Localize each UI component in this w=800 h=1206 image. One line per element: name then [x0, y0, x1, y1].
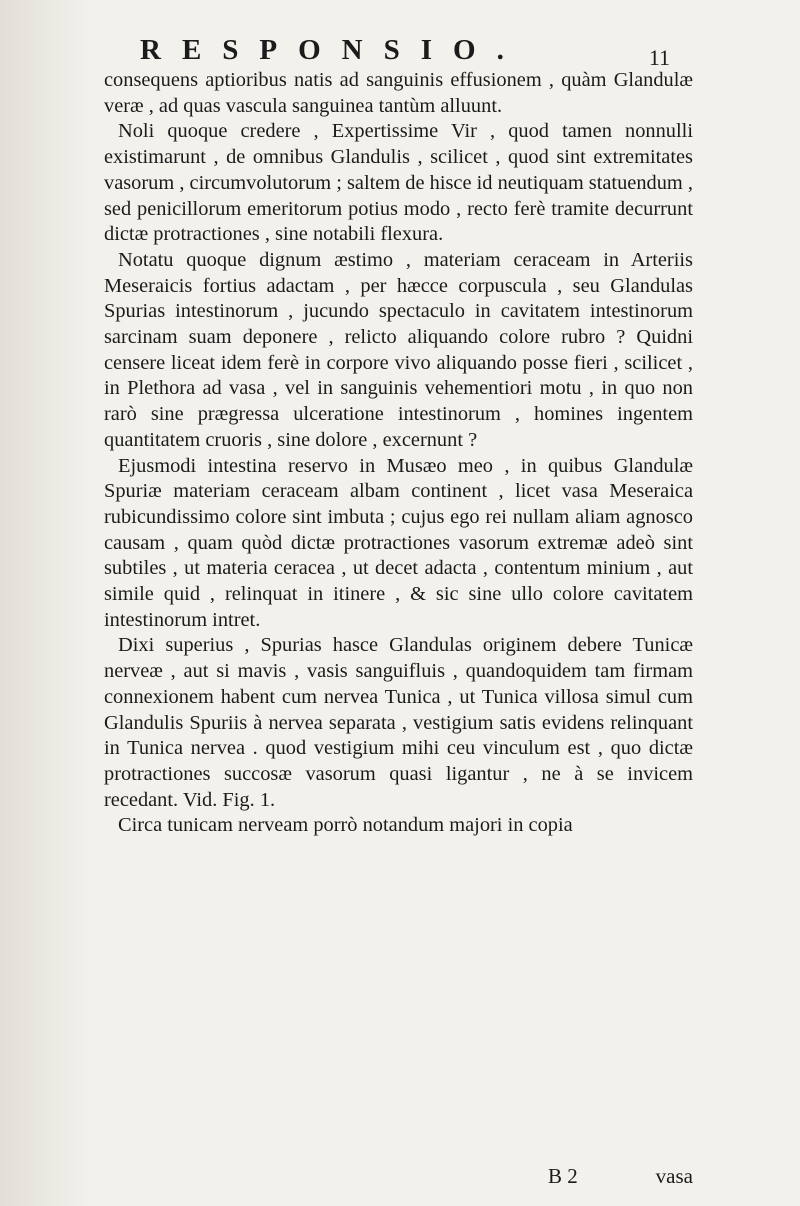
paragraph: Notatu quoque dignum æstimo , materiam ceraceam in Arteriis Meseraicis fortius adactam , per hæcce corpuscula , seu Glandulas Spurias intestinorum , jucundo spectaculo in cavitatem intestinorum sarcinam suam deponere , relicto aliquando colore rubro ? Quidni censere liceat idem ferè in corpore vivo aliquando posse fieri , scilicet , in Plethora ad vasa , vel in sanguinis vehementiori motu , in quo non rarò sine prægressa ulceratione intestinorum , homines ingentem quantitatem cruoris , sine dolore , excernunt ?: [104, 248, 693, 451]
signature-mark: B 2: [548, 1164, 578, 1188]
page-number: 11: [648, 45, 670, 70]
paragraph: Noli quoque credere , Expertissime Vir , quod tamen nonnulli existimarunt , de omnibus Glandulis , scilicet , quod sint extremitates vasorum , circumvolutorum ; saltem de hisce id neutiquam statuendum , sed penicillorum emeritorum potius modo , recto ferè tramite decurrunt dictæ protractiones , sine notabili flexura.: [104, 120, 693, 246]
paragraph: Dixi superius , Spurias hasce Glandulas originem debere Tunicæ nerveæ , aut si mavis , vasis sanguifluis , quandoquidem tam firmam connexionem habent cum nervea Tunica , ut Tunica villosa simul cum Glandulis Spuriis à nervea separata , vestigium satis evidens relinquant in Tunica nervea . quod vestigium mihi ceu vinculum est , quo dictæ protractiones succosæ vasorum quasi ligantur , ne à se invicem recedant. Vid. Fig. 1.: [104, 634, 693, 811]
paragraph: Ejusmodi intestina reservo in Musæo meo , in quibus Glandulæ Spuriæ materiam ceraceam albam continent , licet vasa Meseraica rubicundissimo colore sint imbuta ; cujus ego rei nullam aliam agnosco causam , quam quòd dictæ protractiones vasorum extremæ adeò sint subtiles , ut materia ceracea , ut decet adacta , contentum minium , aut simile quid , relinquat in itinere , & sic sine ullo colore cavitatem intestinorum intret.: [104, 454, 693, 631]
catchword: vasa: [655, 1164, 693, 1188]
paragraph: Circa tunicam nerveam porrò notandum majori in copia: [118, 814, 573, 837]
running-head: [140, 34, 670, 70]
page-gutter-shadow: [0, 0, 90, 1206]
running-title: RESPONSIO.: [140, 34, 525, 66]
body-text: [104, 68, 693, 839]
paragraph: consequens aptioribus natis ad sanguinis effusionem , quàm Glandulæ veræ , ad quas vascula sanguinea tantùm alluunt.: [104, 69, 693, 117]
page-footer: [104, 1164, 693, 1194]
